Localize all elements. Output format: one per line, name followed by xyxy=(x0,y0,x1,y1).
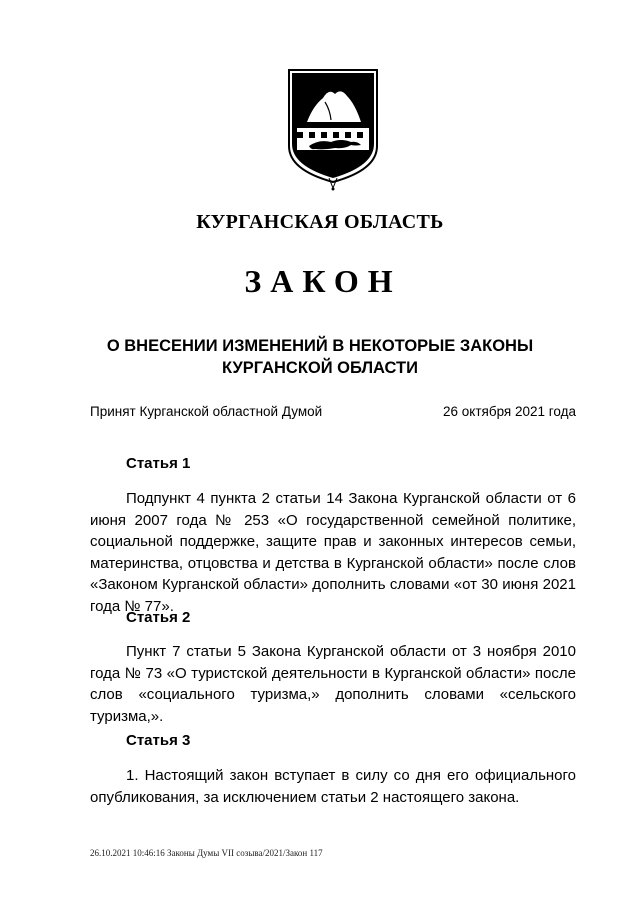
coat-of-arms-icon xyxy=(285,66,381,192)
article-1-heading: Статья 1 xyxy=(126,455,191,472)
article-1-text: Подпункт 4 пункта 2 статьи 14 Закона Курганской области от 6 июня 2007 года № 253 «О государственной семейной политике, социальной поддержке, защите прав и законных интересов семьи, материнства, отцовства и детства в Курганской области» после слов «Законом Курганской области» дополнить словами «от 30 июня 2021 года № 77». xyxy=(90,490,576,615)
law-subject-line-1: О ВНЕСЕНИИ ИЗМЕНЕНИЙ В НЕКОТОРЫЕ ЗАКОНЫ xyxy=(106,337,534,355)
region-title: КУРГАНСКАЯ ОБЛАСТЬ xyxy=(196,211,444,233)
document-type-title: ЗАКОН xyxy=(244,263,402,299)
article-2-text: Пункт 7 статьи 5 Закона Курганской области от 3 ноября 2010 года № 73 «О туристской деятельности в Курганской области» после слов «социального туризма,» дополнить словами «сельского туризма,». xyxy=(90,643,576,725)
article-3-heading: Статья 3 xyxy=(126,732,191,749)
adopted-by: Принят Курганской областной Думой xyxy=(90,404,323,419)
law-subject xyxy=(60,335,580,379)
adoption-date: 26 октября 2021 года xyxy=(443,404,576,419)
law-subject-line-2: КУРГАНСКОЙ ОБЛАСТИ xyxy=(222,359,418,377)
article-2-heading: Статья 2 xyxy=(126,609,191,626)
document-footer-meta: 26.10.2021 10:46:16 Законы Думы VII созыва/2021/Закон 117 xyxy=(90,848,323,858)
adoption-row xyxy=(90,404,576,419)
article-3-text: 1. Настоящий закон вступает в силу со дня его официального опубликования, за исключением статьи 2 настоящего закона. xyxy=(90,767,576,806)
